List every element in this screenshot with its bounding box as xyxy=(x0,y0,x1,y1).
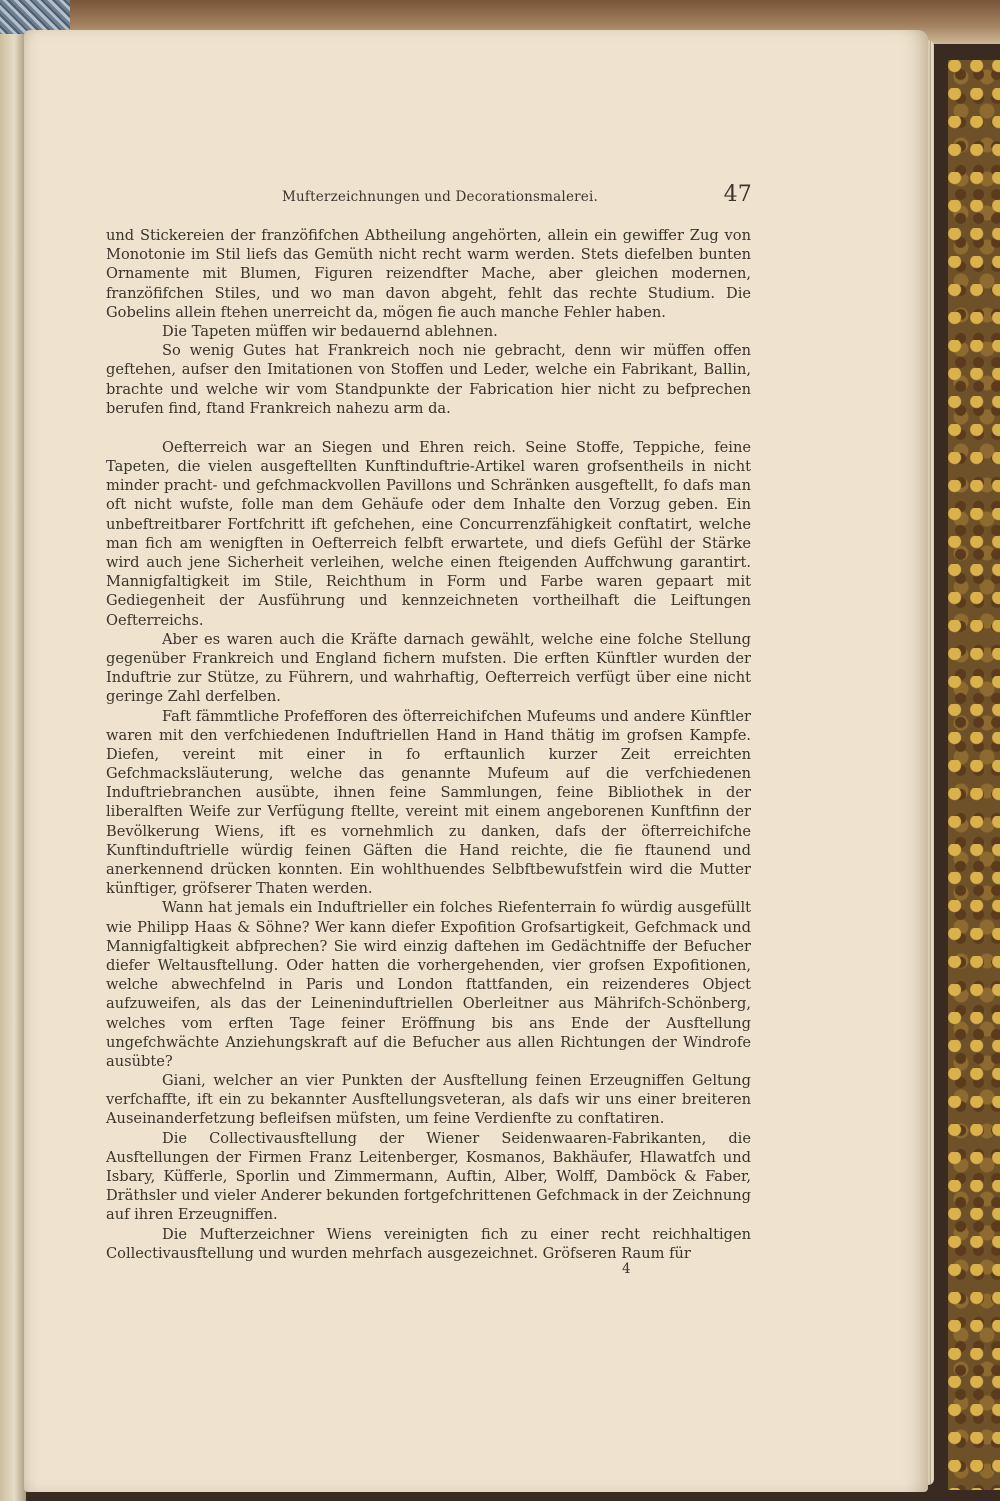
paragraph: Die Tapeten müffen wir bedauernd ablehnen. xyxy=(162,322,498,340)
running-header xyxy=(282,182,752,210)
paragraph: So wenig Gutes hat Frankreich noch nie gebracht, denn wir müffen offen geftehen, aufser den Imitationen von Stoffen und Leder, welche ein Fabrikant, Ballin, brachte und welche wir vom Standpunkte der Fabrication hier nicht zu befprechen berufen find, ftand Frankreich nahezu arm da. xyxy=(106,342,751,417)
paragraph: Die Mufterzeichner Wiens vereinigten fich zu einer recht reichhaltigen Collectivausftellung und wurden mehrfach ausgezeichnet. Gröfseren Raum für xyxy=(106,1225,751,1262)
page-number: 47 xyxy=(723,182,752,207)
paragraph: Faft fämmtliche Profefforen des öfterreichifchen Mufeums und andere Künftler waren mit den verfchiedenen Induftriellen Hand in Hand thätig im grofsen Kampfe. Diefen, vereint mit einer in fo erftaunlich kurzer Zeit erreichten Gefchmacksläuterung, welche das genannte Mufeum auf die verfchiedenen Induftriebranchen ausübte, ihnen feine Sammlungen, feine Bibliothek in der liberalften Weife zur Verfügung ftellte, vereint mit einem angeborenen Kunftfinn der Bevölkerung Wiens, ift es vornehmlich zu danken, dafs der öfterreichifche Kunftinduftrielle würdig feinen Gäften die Hand reichte, die fie ftaunend und anerkennend drücken konnten. Ein wohlthuendes Selbftbewufstfein wird die Mutter künftiger, gröfserer Thaten werden. xyxy=(106,707,751,898)
paragraph: Giani, welcher an vier Punkten der Ausftellung feinen Erzeugniffen Geltung verfchaffte, ift ein zu bekannter Ausftellungsveteran, als dafs wir uns einer breiteren Auseinanderfetzung befleifsen müfsten, um feine Verdienfte zu conftatiren. xyxy=(106,1072,751,1128)
left-page-edge xyxy=(0,34,26,1501)
paragraph: Wann hat jemals ein Induftrieller ein folches Riefenterrain fo würdig ausgefüllt wie Philipp Haas & Söhne? Wer kann diefer Expofition Grofsartigkeit, Gefchmack und Mannigfaltigkeit abfprechen? Sie wird einzig daftehen im Gedächtniffe der Befucher diefer Weltausftellung. Oder hatten die vorhergehenden, vier grofsen Expofitionen, welche abwechfelnd in Paris und London ftattfanden, ein reizenderes Object aufzuweifen, als das der Leineninduftriellen Oberleitner aus Mährifch-Schönberg, welches vom erften Tage feiner Eröffnung bis ans Ende der Ausftellung ungefchwächte Anziehungskraft auf die Befucher aus allen Richtungen der Windrofe ausübte? xyxy=(106,899,751,1070)
paragraph: Oefterreich war an Siegen und Ehren reich. Seine Stoffe, Teppiche, feine Tapeten, die vielen ausgeftellten Kunftinduftrie-Artikel waren grofsentheils in nicht minder pracht- und gefchmackvollen Pavillons und Schränken ausgeftellt, fo dafs man oft nicht wufste, folle man dem Gehäufe oder dem Inhalte den Vorzug geben. Ein unbeftreitbarer Fortfchritt ift gefchehen, eine Concurrenzfähigkeit conftatirt, welche man fich am wenigften in Oefterreich felbft erwartete, und diefs Gefühl der Stärke wird auch jene Sicherheit verleihen, welche einen fteigenden Auffchwung garantirt. Mannigfaltigkeit im Stile, Reichthum in Form und Farbe waren gepaart mit Gediegenheit der Ausführung und kennzeichneten vortheilhaft die Leiftungen Oefterreichs. xyxy=(106,438,751,629)
paragraph: Die Collectivausftellung der Wiener Seidenwaaren-Fabrikanten, die Ausftellungen der Firmen Franz Leitenberger, Kosmanos, Bakhäufer, Hlawatfch und Isbary, Küfferle, Sporlin und Zimmermann, Auftin, Alber, Wolff, Damböck & Faber, Dräthsler und vieler Anderer bekunden fortgefchrittenen Gefchmack in der Zeichnung auf ihren Erzeugniffen. xyxy=(106,1129,751,1224)
paragraph: Aber es waren auch die Kräfte darnach gewählt, welche eine folche Stellung gegenüber Frankreich und England fichern mufsten. Die erften Künftler wurden der Induftrie zur Stütze, zu Führern, und wahrhaftig, Oefterreich verfügt über eine nicht geringe Zahl derfelben. xyxy=(106,630,751,706)
marbled-endpaper xyxy=(948,60,1000,1490)
signature-mark: 4 xyxy=(622,1261,631,1277)
header-title: Mufterzeichnungen und Decorationsmalerei. xyxy=(282,189,598,205)
paragraph: und Stickereien der franzöfifchen Abtheilung angehörten, allein ein gewiffer Zug von Monotonie im Stil liefs das Gemüth nicht recht warm werden. Stets diefelben bunten Ornamente mit Blumen, Figuren reizendfter Mache, aber gleichen modernen, franzöfifchen Stiles, und wo man davon abgeht, fehlt das rechte Studium. Die Gobelins allein ftehen unerreicht da, mögen fie auch manche Fehler haben. xyxy=(106,227,751,321)
body-text xyxy=(106,226,751,1263)
